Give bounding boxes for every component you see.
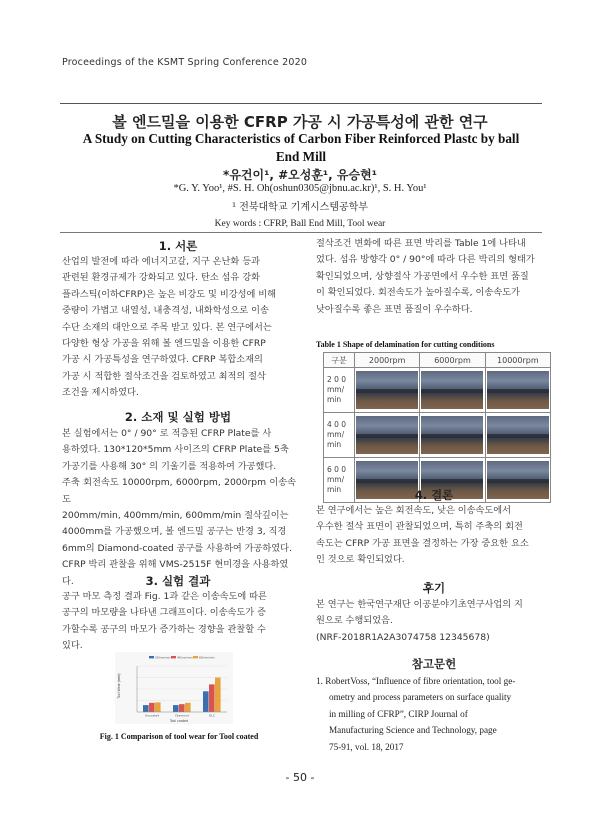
text-line: 6mm의 Diamond-coated 공구를 사용하여 가공하였다. bbox=[62, 542, 292, 554]
section-3-title: 3. 실험 결과 bbox=[145, 574, 211, 588]
x-tick-label: Diamond bbox=[175, 713, 189, 718]
text-line: 가공기를 사용해 30° 의 기울기를 적용하여 가공했다. bbox=[62, 460, 277, 472]
text-line: 본 연구는 한국연구재단 이공분야기초연구사업의 지 bbox=[316, 599, 523, 610]
bar bbox=[155, 702, 161, 712]
surface-photo bbox=[421, 371, 483, 409]
delamination-photo-cell bbox=[420, 368, 485, 413]
text-line: 낮아질수록 좋은 표면 품질이 우수하다. bbox=[316, 303, 473, 315]
surface-photo bbox=[356, 371, 418, 409]
delamination-photo-cell bbox=[485, 413, 550, 458]
feed-rate-unit: mm/ bbox=[327, 430, 345, 439]
page-number: - 50 - bbox=[285, 771, 315, 784]
text-line: 200mm/min, 400mm/min, 600mm/min 절삭깊이는 bbox=[62, 510, 289, 522]
text-line: 1. RobertVoss, “Influence of fibre orientation, tool ge- bbox=[316, 676, 516, 686]
column-header: 6000rpm bbox=[420, 353, 485, 368]
bar bbox=[209, 684, 215, 712]
feed-rate-unit: mm/ bbox=[327, 475, 345, 484]
title-english-line2: End Mill bbox=[275, 149, 327, 164]
references-title: 참고문헌 bbox=[411, 657, 457, 671]
feed-rate-value: 4 0 0 bbox=[327, 420, 347, 429]
conference-header: Proceedings of the KSMT Spring Conference 2020 bbox=[62, 57, 308, 68]
title-english bbox=[54, 130, 548, 166]
surface-photo bbox=[356, 416, 418, 454]
table-row bbox=[324, 413, 551, 458]
text-line: 속도는 CFRP 가공 표면을 결정하는 가장 중요한 요소 bbox=[316, 537, 529, 549]
feed-rate-unit: min bbox=[327, 485, 342, 494]
column-header: 2000rpm bbox=[355, 353, 420, 368]
surface-photo bbox=[487, 371, 549, 409]
text-line: 조건을 제시하였다. bbox=[62, 387, 139, 399]
feed-rate-cell bbox=[324, 413, 355, 458]
text-line: 확인되었으며, 상향절삭 가공면에서 우수한 표면 품질 bbox=[316, 270, 529, 282]
legend-swatch bbox=[149, 656, 154, 658]
table-corner-cell: 구분 bbox=[324, 353, 355, 368]
authors-english: *G. Y. Yoo¹, #S. H. Oh(oshun0305@jbnu.ac.kr)¹, S. H. You¹ bbox=[173, 183, 427, 194]
section-3-body bbox=[62, 589, 296, 655]
results-continued bbox=[316, 236, 550, 318]
feed-rate-unit: min bbox=[327, 440, 342, 449]
tool-wear-chart bbox=[115, 652, 233, 724]
text-line: in milling of CFRP”, CIRP Journal of bbox=[329, 708, 468, 719]
text-line: 본 실험에서는 0° / 90° 로 적층된 CFRP Plate를 사 bbox=[62, 428, 272, 439]
bar bbox=[179, 704, 185, 712]
text-line: 이 확인되었다. 회전속도가 높아질수록, 이송속도가 bbox=[316, 287, 520, 299]
chart-legend bbox=[149, 655, 215, 659]
authors-korean: *유건이¹, #오성훈¹, 유승현¹ bbox=[223, 168, 377, 182]
text-line: 산업의 발전에 따라 에너지고갈, 지구 온난화 등과 bbox=[62, 256, 260, 267]
bar bbox=[143, 705, 149, 712]
x-tick-label: DLC bbox=[208, 713, 216, 718]
bar bbox=[215, 678, 221, 713]
text-line: 주축 회전속도 10000rpm, 6000rpm, 2000rpm 이송속도 bbox=[62, 477, 296, 505]
section-1-body bbox=[62, 254, 296, 402]
column-header: 10000rpm bbox=[485, 353, 550, 368]
text-line: 본 연구에서는 높은 회전속도, 낮은 이송속도에서 bbox=[316, 505, 512, 516]
section-4-body bbox=[316, 503, 550, 569]
text-line: 원으로 수행되었음. bbox=[316, 615, 393, 627]
legend-swatch bbox=[171, 656, 176, 658]
feed-rate-value: 2 0 0 bbox=[327, 375, 347, 384]
section-2-body bbox=[62, 426, 296, 590]
delamination-photo-cell bbox=[485, 368, 550, 413]
title-korean: 볼 엔드밀을 이용한 CFRP 가공 시 가공특성에 관한 연구 bbox=[112, 113, 488, 131]
delamination-photo-cell bbox=[355, 413, 420, 458]
acknowledgement-title: 후기 bbox=[422, 581, 446, 595]
x-axis-label: Tool coated bbox=[169, 719, 189, 723]
figure-1-caption: Fig. 1 Comparison of tool wear for Tool coated bbox=[99, 732, 259, 741]
keywords-rule bbox=[60, 232, 542, 233]
text-line: 있다. bbox=[62, 640, 83, 652]
table-1-caption: Table 1 Shape of delamination for cutting conditions bbox=[316, 340, 495, 349]
delamination-photo-cell bbox=[355, 368, 420, 413]
acknowledgement-body bbox=[316, 597, 550, 646]
feed-rate-value: 6 0 0 bbox=[327, 465, 347, 474]
text-line: 다. bbox=[62, 575, 74, 587]
text-line: 가공 시 적합한 절삭조건을 검토하였고 최적의 절삭 bbox=[62, 370, 266, 382]
bar bbox=[173, 705, 179, 712]
text-line: 플라스틱(이하CFRP)은 높은 비강도 및 비강성에 비해 bbox=[62, 288, 277, 300]
text-line: 었다. 섬유 방향각 0° / 90°에 따라 다른 박리의 형태가 bbox=[316, 254, 535, 266]
section-1-title: 1. 서론 bbox=[158, 239, 198, 253]
text-line: CFRP 박리 관찰을 위해 VMS-2515F 현미경을 사용하였 bbox=[62, 559, 289, 571]
bar bbox=[203, 691, 209, 712]
text-line: 공구의 마모량을 나타낸 그래프이다. 이송속도가 증 bbox=[62, 607, 266, 619]
text-line: 가공 시 가공특성을 연구하였다. CFRP 복합소재의 bbox=[62, 354, 263, 366]
text-line: 중량이 가볍고 내열성, 내충격성, 내화학성으로 이송 bbox=[62, 305, 269, 317]
surface-photo bbox=[421, 416, 483, 454]
bar bbox=[149, 703, 155, 712]
delamination-table bbox=[323, 352, 551, 503]
y-axis-label: Tool Wear (mm) bbox=[117, 673, 121, 699]
feed-rate-unit: mm/ bbox=[327, 385, 345, 394]
text-line: 인 것으로 확인되었다. bbox=[316, 554, 405, 566]
surface-photo bbox=[487, 416, 549, 454]
text-line: 수단 소재의 대안으로 주목 받고 있다. 본 연구에서는 bbox=[62, 321, 272, 333]
legend-label: 400mm/min bbox=[177, 656, 193, 660]
text-line: 절삭조건 변화에 따른 표면 박리를 Table 1에 나타내 bbox=[316, 238, 526, 249]
text-line: 가할수록 공구의 마모가 증가하는 경향을 관찰할 수 bbox=[62, 623, 266, 635]
feed-rate-unit: min bbox=[327, 395, 342, 404]
feed-rate-cell bbox=[324, 368, 355, 413]
text-line: 75-91, vol. 18, 2017 bbox=[329, 741, 404, 752]
x-tick-label: Uncoated bbox=[144, 713, 160, 718]
bar bbox=[185, 703, 191, 712]
legend-label: 600mm/min bbox=[199, 656, 215, 660]
title-english-line1: A Study on Cutting Characteristics of Carbon Fiber Reinforced Plastc by ball bbox=[82, 131, 520, 146]
legend-swatch bbox=[193, 656, 198, 658]
text-line: 다양한 형상 가공을 위해 볼 엔드밀을 이용한 CFRP bbox=[62, 338, 266, 350]
affiliation: ¹ 전북대학교 기계시스템공학부 bbox=[232, 202, 368, 213]
section-2-title: 2. 소재 및 실험 방법 bbox=[124, 410, 232, 424]
text-line: 관련된 환경규제가 강화되고 있다. 탄소 섬유 강화 bbox=[62, 272, 260, 284]
keywords: Key words : CFRP, Ball End Mill, Tool wear bbox=[214, 219, 386, 229]
text-line: Manufacturing Science and Technology, page bbox=[329, 725, 497, 736]
text-line: 공구 마모 측정 결과 Fig. 1과 같은 이송속도에 따른 bbox=[62, 591, 267, 602]
header-rule bbox=[60, 103, 542, 104]
legend-label: 200mm/min bbox=[155, 656, 171, 660]
table-row bbox=[324, 368, 551, 413]
text-line: 4000mm를 가공했으며, 볼 엔드밀 공구는 반경 3, 직경 bbox=[62, 526, 287, 538]
section-4-title: 4. 결론 bbox=[414, 488, 454, 502]
table-header-row bbox=[324, 353, 551, 368]
delamination-photo-cell bbox=[420, 413, 485, 458]
text-line: ometry and process parameters on surface quality bbox=[329, 692, 512, 703]
text-line: (NRF-2018R1A2A3074758 12345678) bbox=[316, 631, 490, 643]
text-line: 우수한 절삭 표면이 관찰되었으며, 특히 주축의 회전 bbox=[316, 521, 523, 533]
text-line: 용하였다. 130*120*5mm 사이즈의 CFRP Plate를 5축 bbox=[62, 444, 289, 456]
reference-1 bbox=[316, 673, 550, 755]
